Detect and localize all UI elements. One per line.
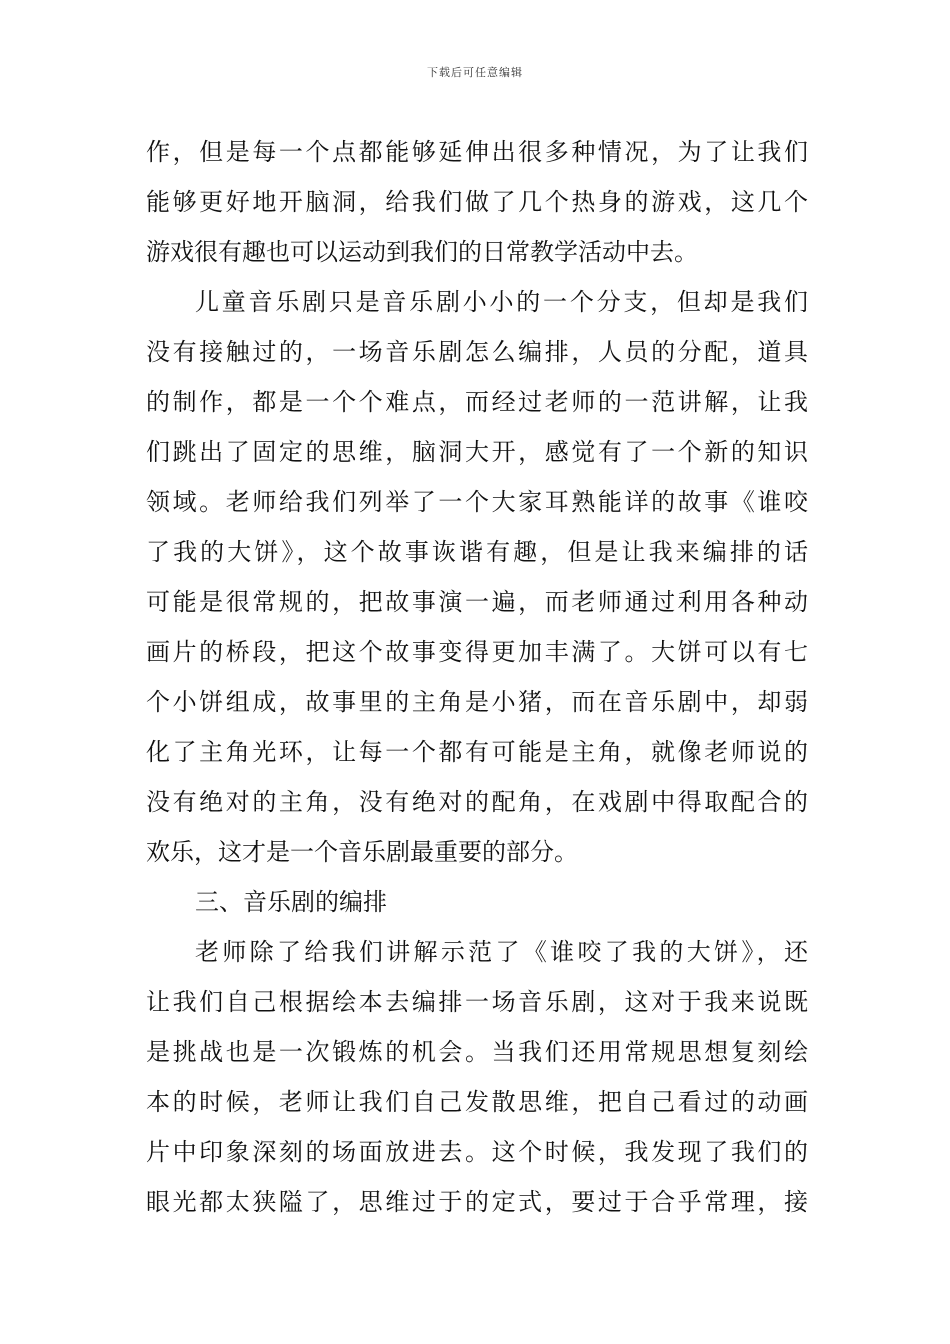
text-line: 游戏很有趣也可以运动到我们的日常教学活动中去。 [146, 238, 698, 266]
body-text [146, 130, 808, 1230]
text-line: 化了主角光环，让每一个都有可能是主角，就像老师说的 [146, 738, 808, 766]
paragraph-start-line: 儿童音乐剧只是音乐剧小小的一个分支，但却是我们 [195, 288, 808, 316]
text-line: 领域。老师给我们列举了一个大家耳熟能详的故事《谁咬 [146, 488, 808, 516]
text-line: 本的时候，老师让我们自己发散思维，把自己看过的动画 [146, 1088, 808, 1116]
text-line: 可能是很常规的，把故事演一遍，而老师通过利用各种动 [146, 588, 808, 616]
text-line: 眼光都太狭隘了，思维过于的定式，要过于合乎常理，接 [146, 1188, 808, 1216]
text-line: 了我的大饼》，这个故事诙谐有趣，但是让我来编排的话 [146, 538, 808, 566]
paragraph-start-line: 老师除了给我们讲解示范了《谁咬了我的大饼》，还 [195, 938, 808, 966]
text-line: 让我们自己根据绘本去编排一场音乐剧，这对于我来说既 [146, 988, 808, 1016]
text-line: 没有绝对的主角，没有绝对的配角，在戏剧中得取配合的 [146, 788, 808, 816]
text-line: 没有接触过的，一场音乐剧怎么编排，人员的分配，道具 [146, 338, 808, 366]
text-line: 欢乐，这才是一个音乐剧最重要的部分。 [146, 838, 578, 866]
page-header: 下载后可任意编辑 [427, 66, 523, 79]
text-line: 个小饼组成，故事里的主角是小猪，而在音乐剧中，却弱 [146, 688, 808, 716]
text-line: 能够更好地开脑洞，给我们做了几个热身的游戏，这几个 [146, 188, 808, 216]
text-line: 画片的桥段，把这个故事变得更加丰满了。大饼可以有七 [146, 638, 808, 666]
text-line: 的制作，都是一个个难点，而经过老师的一范讲解，让我 [146, 388, 808, 416]
text-line: 作，但是每一个点都能够延伸出很多种情况，为了让我们 [146, 138, 808, 166]
text-line: 是挑战也是一次锻炼的机会。当我们还用常规思想复刻绘 [146, 1038, 808, 1066]
text-line: 片中印象深刻的场面放进去。这个时候，我发现了我们的 [146, 1138, 808, 1166]
section-heading: 三、音乐剧的编排 [195, 888, 387, 916]
text-line: 们跳出了固定的思维，脑洞大开，感觉有了一个新的知识 [146, 438, 808, 466]
